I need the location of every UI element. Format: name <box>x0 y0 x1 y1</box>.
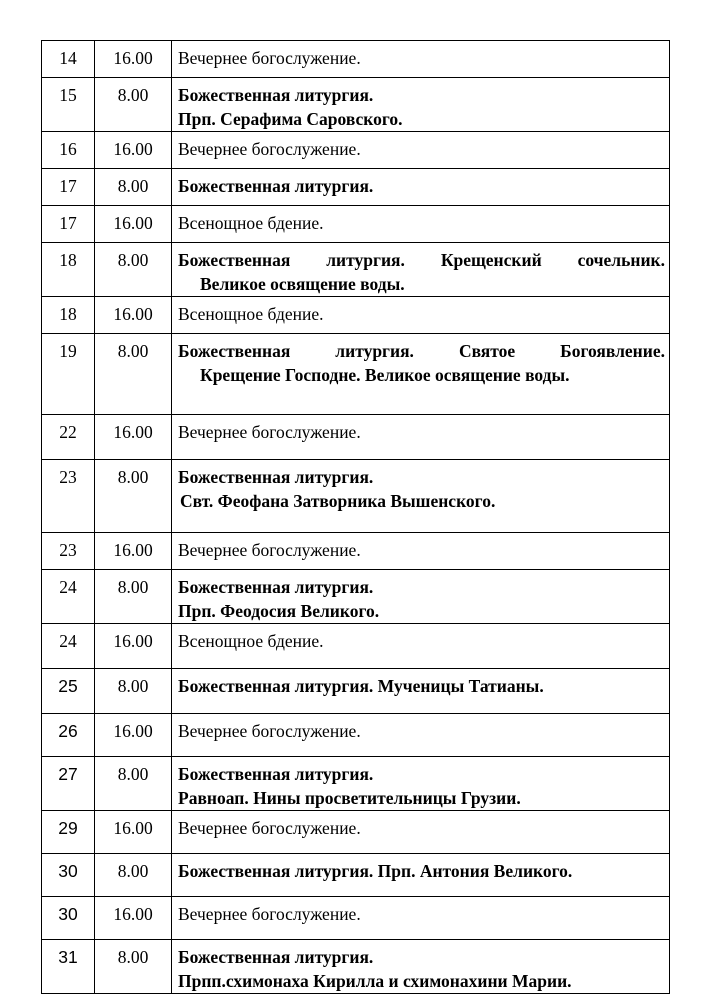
service-line: Божественная литургия. Прп. Антония Великого. <box>178 861 573 881</box>
service-line: Божественная литургия. Крещенский сочельник. <box>178 250 665 270</box>
time-cell: 16.00 <box>95 41 172 78</box>
service-cell <box>172 415 670 460</box>
table-row <box>42 460 670 533</box>
table-row <box>42 854 670 897</box>
time-cell: 16.00 <box>95 624 172 669</box>
day-cell: 24 <box>42 570 95 624</box>
table-row <box>42 334 670 415</box>
day-cell: 29 <box>42 811 95 854</box>
service-line: Прп. Серафима Саровского. <box>178 109 403 129</box>
table-row <box>42 714 670 757</box>
time-cell: 8.00 <box>95 854 172 897</box>
table-row <box>42 757 670 811</box>
service-line: Крещение Господне. Великое освящение воды. <box>200 365 570 385</box>
table-row <box>42 533 670 570</box>
service-cell <box>172 334 670 415</box>
day-cell: 24 <box>42 624 95 669</box>
service-cell <box>172 243 670 297</box>
service-cell <box>172 132 670 169</box>
service-cell <box>172 297 670 334</box>
time-cell: 16.00 <box>95 415 172 460</box>
day-cell: 26 <box>42 714 95 757</box>
table-row <box>42 206 670 243</box>
day-cell: 31 <box>42 940 95 994</box>
day-cell: 14 <box>42 41 95 78</box>
service-line: Божественная литургия. <box>178 577 374 597</box>
service-line: Великое освящение воды. <box>200 274 405 294</box>
service-cell <box>172 41 670 78</box>
service-line: Равноап. Нины просветительницы Грузии. <box>178 788 521 808</box>
day-cell: 30 <box>42 854 95 897</box>
table-row <box>42 297 670 334</box>
day-cell: 17 <box>42 206 95 243</box>
time-cell: 16.00 <box>95 206 172 243</box>
service-cell <box>172 757 670 811</box>
table-row <box>42 415 670 460</box>
service-line: Вечернее богослужение. <box>178 904 361 924</box>
table-row <box>42 243 670 297</box>
day-cell: 19 <box>42 334 95 415</box>
service-line: Божественная литургия. <box>178 467 374 487</box>
service-line: Вечернее богослужение. <box>178 721 361 741</box>
service-line: Вечернее богослужение. <box>178 818 361 838</box>
service-cell <box>172 897 670 940</box>
time-cell: 8.00 <box>95 169 172 206</box>
table-row <box>42 940 670 994</box>
service-line: Божественная литургия. Мученицы Татианы. <box>178 676 544 696</box>
day-cell: 17 <box>42 169 95 206</box>
service-line: Божественная литургия. <box>178 764 374 784</box>
table-row <box>42 811 670 854</box>
service-schedule-table <box>41 40 670 994</box>
time-cell: 16.00 <box>95 132 172 169</box>
time-cell: 16.00 <box>95 297 172 334</box>
service-line: Прп. Феодосия Великого. <box>178 601 380 621</box>
service-line: Свт. Феофана Затворника Вышенского. <box>180 491 496 511</box>
table-row <box>42 132 670 169</box>
table-row <box>42 570 670 624</box>
service-cell <box>172 940 670 994</box>
time-cell: 8.00 <box>95 940 172 994</box>
service-cell <box>172 460 670 533</box>
service-cell <box>172 169 670 206</box>
day-cell: 22 <box>42 415 95 460</box>
service-line: Прпп.схимонаха Кирилла и схимонахини Марии. <box>178 971 572 991</box>
service-cell <box>172 624 670 669</box>
table-row <box>42 669 670 714</box>
service-cell <box>172 811 670 854</box>
service-cell <box>172 669 670 714</box>
time-cell: 16.00 <box>95 811 172 854</box>
day-cell: 16 <box>42 132 95 169</box>
service-cell <box>172 533 670 570</box>
service-line: Всенощное бдение. <box>178 631 324 651</box>
time-cell: 8.00 <box>95 243 172 297</box>
table-row <box>42 169 670 206</box>
service-cell <box>172 206 670 243</box>
service-line: Божественная литургия. <box>178 85 374 105</box>
time-cell: 8.00 <box>95 757 172 811</box>
time-cell: 8.00 <box>95 334 172 415</box>
time-cell: 16.00 <box>95 897 172 940</box>
day-cell: 15 <box>42 78 95 132</box>
service-cell <box>172 854 670 897</box>
service-line: Всенощное бдение. <box>178 304 324 324</box>
service-cell <box>172 570 670 624</box>
table-row <box>42 78 670 132</box>
table-row <box>42 897 670 940</box>
day-cell: 18 <box>42 297 95 334</box>
service-line: Божественная литургия. <box>178 947 374 967</box>
time-cell: 16.00 <box>95 533 172 570</box>
day-cell: 23 <box>42 533 95 570</box>
table-row <box>42 624 670 669</box>
service-line: Вечернее богослужение. <box>178 139 361 159</box>
service-line: Вечернее богослужение. <box>178 48 361 68</box>
time-cell: 8.00 <box>95 669 172 714</box>
day-cell: 18 <box>42 243 95 297</box>
time-cell: 8.00 <box>95 78 172 132</box>
day-cell: 23 <box>42 460 95 533</box>
service-line: Вечернее богослужение. <box>178 540 361 560</box>
day-cell: 25 <box>42 669 95 714</box>
table-row <box>42 41 670 78</box>
service-cell <box>172 78 670 132</box>
service-line: Всенощное бдение. <box>178 213 324 233</box>
day-cell: 27 <box>42 757 95 811</box>
service-line: Вечернее богослужение. <box>178 422 361 442</box>
day-cell: 30 <box>42 897 95 940</box>
service-cell <box>172 714 670 757</box>
time-cell: 8.00 <box>95 460 172 533</box>
service-line: Божественная литургия. Святое Богоявление. <box>178 341 665 361</box>
time-cell: 16.00 <box>95 714 172 757</box>
service-line: Божественная литургия. <box>178 176 374 196</box>
time-cell: 8.00 <box>95 570 172 624</box>
